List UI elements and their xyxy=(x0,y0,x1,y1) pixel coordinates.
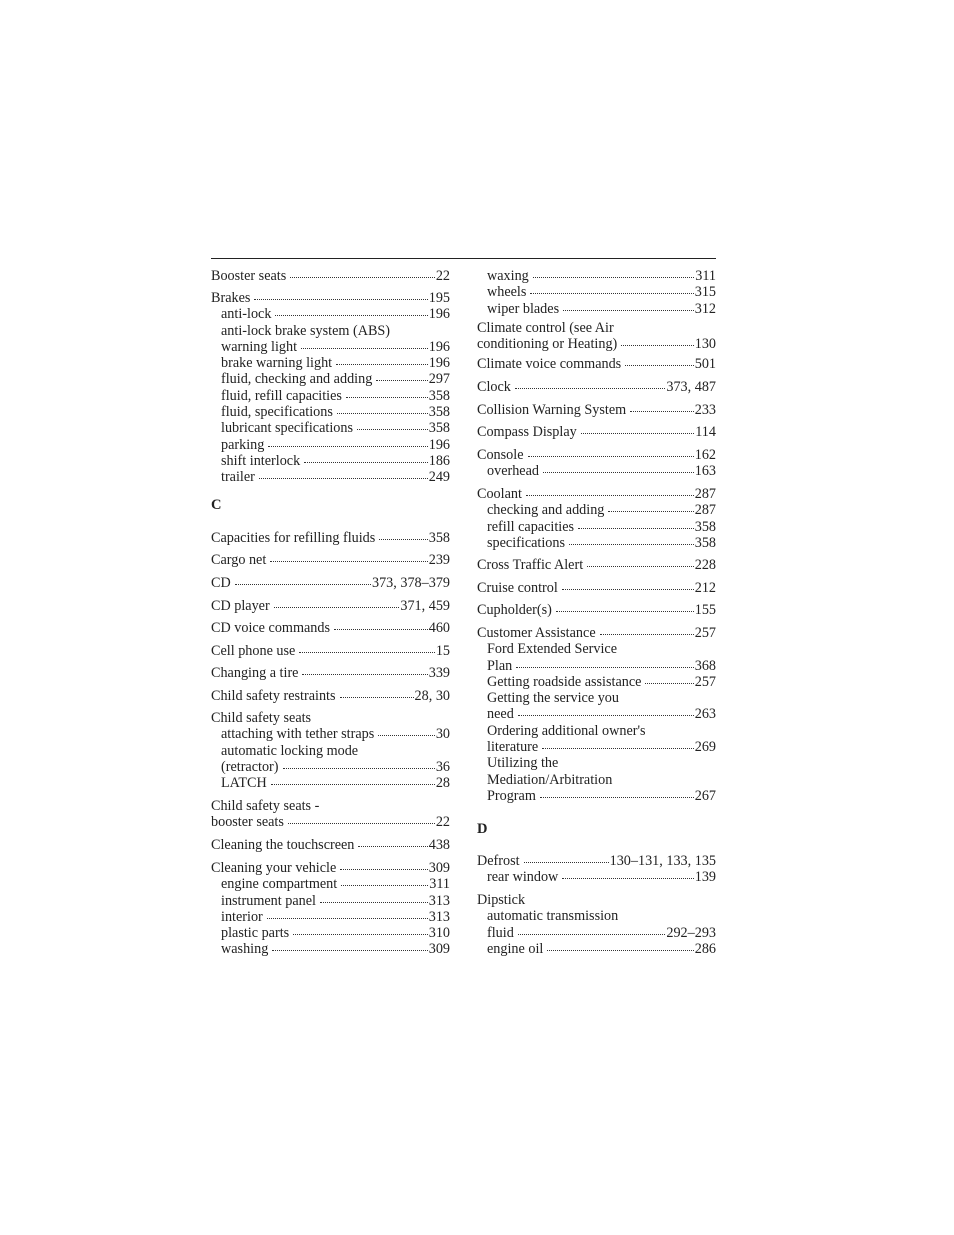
entry-text: Changing a tire xyxy=(211,665,299,681)
header-rule xyxy=(211,258,716,259)
index-subentry-interior[interactable] xyxy=(211,909,450,925)
index-entry-clock[interactable] xyxy=(477,379,716,395)
index-entry-cleaning-the-touchscreen[interactable] xyxy=(211,837,450,853)
dot-leader xyxy=(515,386,665,389)
index-entry-defrost[interactable] xyxy=(477,853,716,869)
index-entry-cruise-control[interactable] xyxy=(477,580,716,596)
page-number: 309 xyxy=(428,860,450,876)
index-subentry-rear-window[interactable] xyxy=(477,869,716,885)
entry-text: literature xyxy=(487,739,539,756)
dot-leader xyxy=(320,900,428,903)
page-number: 438 xyxy=(428,837,450,853)
entry-text: Cupholder(s) xyxy=(477,602,552,618)
entry-text: wheels xyxy=(487,284,527,301)
dot-leader xyxy=(271,782,435,785)
index-entry-group xyxy=(477,320,716,353)
dot-leader xyxy=(304,460,428,463)
index-subentry-engine-oil[interactable] xyxy=(477,941,716,957)
index-entry-group xyxy=(211,710,450,791)
index-subentry-specifications[interactable] xyxy=(477,535,716,551)
index-subentry-anti-lock-brake-system-abs[interactable] xyxy=(211,323,450,339)
index-subentry-automatic-transmission[interactable] xyxy=(477,908,716,924)
index-subentry-getting-roadside-assistance[interactable] xyxy=(477,674,716,690)
index-entry-cross-traffic-alert[interactable] xyxy=(477,557,716,573)
page-number: 263 xyxy=(694,706,716,723)
index-entry-group xyxy=(477,402,716,418)
index-entry-group xyxy=(211,530,450,546)
index-subentry-instrument-panel[interactable] xyxy=(211,893,450,909)
dot-leader xyxy=(302,672,427,675)
index-subentry-fluid-checking-and-adding[interactable] xyxy=(211,371,450,387)
index-entry-group xyxy=(477,557,716,573)
index-subentry-mediation-arbitration[interactable] xyxy=(477,772,716,788)
dot-leader xyxy=(336,362,428,365)
dot-leader xyxy=(378,733,435,736)
entry-text: Getting the service you xyxy=(487,690,619,707)
index-entry-child-safety-seats[interactable] xyxy=(211,710,450,726)
dot-leader xyxy=(259,476,428,479)
entry-text: Compass Display xyxy=(477,424,577,440)
entry-text: Capacities for refilling fluids xyxy=(211,530,376,546)
page-number: 312 xyxy=(694,300,716,317)
entry-text: Ordering additional owner's xyxy=(487,722,646,739)
entry-text: fluid xyxy=(487,924,514,941)
entry-text: Booster seats xyxy=(211,268,287,284)
page-number: 297 xyxy=(428,371,450,388)
page-number: 358 xyxy=(428,420,450,437)
dot-leader xyxy=(518,713,694,716)
page-number: 267 xyxy=(694,787,716,804)
page-number: 22 xyxy=(435,814,450,831)
index-subentry-checking-and-adding[interactable] xyxy=(477,502,716,518)
dot-leader xyxy=(526,493,694,496)
index-entry-cd-player[interactable] xyxy=(211,598,450,614)
entry-text: Coolant xyxy=(477,486,522,502)
page-number: 212 xyxy=(694,580,716,596)
index-subentry-wheels[interactable] xyxy=(477,284,716,300)
dot-leader xyxy=(518,932,666,935)
index-subentry-utilizing-the[interactable] xyxy=(477,755,716,771)
entry-text: lubricant specifications xyxy=(221,420,353,437)
dot-leader xyxy=(524,860,609,863)
dot-leader xyxy=(528,454,694,457)
entry-text: Cleaning your vehicle xyxy=(211,860,337,876)
index-entry-changing-a-tire[interactable] xyxy=(211,665,450,681)
dot-leader xyxy=(562,876,693,879)
page-number: 358 xyxy=(428,387,450,404)
index-subentry-ordering-additional-owner-s[interactable] xyxy=(477,723,716,739)
dot-leader xyxy=(299,650,434,653)
index-subentry-latch[interactable] xyxy=(211,775,450,791)
page-number: 371, 459 xyxy=(400,598,450,614)
index-subentry-parking[interactable] xyxy=(211,437,450,453)
entry-text: Child safety seats xyxy=(211,710,312,726)
page-number: 310 xyxy=(428,925,450,942)
entry-text: trailer xyxy=(221,469,255,486)
page-number: 358 xyxy=(428,530,450,546)
dot-leader xyxy=(293,932,428,935)
index-entry-console[interactable] xyxy=(477,447,716,463)
index-subentry-brake-warning-light[interactable] xyxy=(211,355,450,371)
entry-text: Cross Traffic Alert xyxy=(477,557,584,573)
index-entry-group xyxy=(477,379,716,395)
index-entry-group xyxy=(477,356,716,372)
index-entry-group xyxy=(211,665,450,681)
index-subentry-refill-capacities[interactable] xyxy=(477,519,716,535)
dot-leader xyxy=(341,883,428,886)
index-entry-group xyxy=(211,620,450,636)
entry-text: (retractor) xyxy=(221,758,279,775)
index-entry-climate-control-see-air[interactable] xyxy=(477,320,716,336)
entry-text: brake warning light xyxy=(221,355,333,372)
page-number: 313 xyxy=(428,908,450,925)
entry-text: Cell phone use xyxy=(211,643,296,659)
entry-text: LATCH xyxy=(221,775,267,792)
dot-leader xyxy=(540,795,694,798)
dot-leader xyxy=(274,605,400,608)
dot-leader xyxy=(272,948,427,951)
entry-text: interior xyxy=(221,908,263,925)
index-entry-booster-seats[interactable] xyxy=(211,268,450,284)
index-entry-group xyxy=(477,602,716,618)
dot-leader xyxy=(608,509,693,512)
entry-text: Collision Warning System xyxy=(477,402,627,418)
index-entry-brakes[interactable] xyxy=(211,290,450,306)
dot-leader xyxy=(267,916,428,919)
entry-text: CD xyxy=(211,575,231,591)
index-entry-group xyxy=(477,447,716,480)
index-entry-group xyxy=(211,837,450,853)
dot-leader xyxy=(288,821,435,824)
index-entry-group xyxy=(477,580,716,596)
page-number: 30 xyxy=(435,726,450,743)
dot-leader xyxy=(562,587,694,590)
entry-text: fluid, checking and adding xyxy=(221,371,373,388)
index-subentry-anti-lock[interactable] xyxy=(211,306,450,322)
index-entry-group xyxy=(211,860,450,958)
entry-text: anti-lock brake system (ABS) xyxy=(221,322,391,339)
entry-text: attaching with tether straps xyxy=(221,726,375,743)
index-subentry-program[interactable] xyxy=(477,788,716,804)
entry-text: waxing xyxy=(487,268,529,284)
page-number: 358 xyxy=(428,404,450,421)
dot-leader xyxy=(530,291,693,294)
dot-leader xyxy=(254,297,427,300)
entry-text: Defrost xyxy=(477,853,520,869)
page-number: 163 xyxy=(694,463,716,480)
index-subentry-ford-extended-service[interactable] xyxy=(477,641,716,657)
index-entry-child-safety-restraints[interactable] xyxy=(211,688,450,704)
entry-text: Cruise control xyxy=(477,580,558,596)
page-number: 130 xyxy=(694,336,716,353)
page-number: 269 xyxy=(694,739,716,756)
dot-leader xyxy=(630,409,694,412)
entry-text: automatic transmission xyxy=(487,908,619,925)
entry-text: Cleaning the touchscreen xyxy=(211,837,355,853)
index-entry-group xyxy=(211,643,450,659)
index-entry-dipstick[interactable] xyxy=(477,892,716,908)
dot-leader xyxy=(569,542,694,545)
page-number: 15 xyxy=(435,643,450,659)
dot-leader xyxy=(334,627,428,630)
dot-leader xyxy=(270,559,427,562)
entry-text: fluid, specifications xyxy=(221,404,333,421)
entry-text: Getting roadside assistance xyxy=(487,673,642,690)
index-subentry-trailer[interactable] xyxy=(211,469,450,485)
page-number: 130–131, 133, 135 xyxy=(609,853,716,869)
entry-text: specifications xyxy=(487,534,566,551)
page-number: 257 xyxy=(694,625,716,641)
index-subentry-retractor[interactable] xyxy=(211,759,450,775)
dot-leader xyxy=(587,564,694,567)
index-entry-group xyxy=(211,268,450,284)
page-number: 368 xyxy=(694,657,716,674)
entry-text: wiper blades xyxy=(487,300,560,317)
index-entry-group xyxy=(211,688,450,704)
entry-text: Child safety seats - xyxy=(211,798,320,814)
dot-leader xyxy=(376,378,427,381)
index-entry-coolant[interactable] xyxy=(477,486,716,502)
index-subentry-attaching-with-tether-straps[interactable] xyxy=(211,726,450,742)
entry-text: Cargo net xyxy=(211,552,267,568)
entry-text: parking xyxy=(221,436,265,453)
dot-leader xyxy=(340,695,414,698)
dot-leader xyxy=(600,632,694,635)
page-number: 196 xyxy=(428,436,450,453)
page-number: 292–293 xyxy=(666,924,716,941)
entry-text: Climate control (see Air xyxy=(477,320,614,336)
index-subentry-lubricant-specifications[interactable] xyxy=(211,420,450,436)
index-subentry-fluid-refill-capacities[interactable] xyxy=(211,388,450,404)
index-entry-group xyxy=(211,552,450,568)
index-entry-compass-display[interactable] xyxy=(477,424,716,440)
page-number: 373, 378–379 xyxy=(371,575,450,591)
page-number: 373, 487 xyxy=(666,379,716,395)
entry-text: washing xyxy=(221,941,269,958)
dot-leader xyxy=(337,411,428,414)
dot-leader xyxy=(357,427,428,430)
index-subentry-automatic-locking-mode[interactable] xyxy=(211,743,450,759)
index-entry-collision-warning-system[interactable] xyxy=(477,402,716,418)
index-entry-booster-seats[interactable] xyxy=(211,814,450,830)
entry-text: shift interlock xyxy=(221,452,301,469)
entry-text: booster seats xyxy=(211,814,284,831)
page-number: 313 xyxy=(428,892,450,909)
page-number: 155 xyxy=(694,602,716,618)
index-entry-group xyxy=(477,625,716,804)
index-entry-cupholder-s[interactable] xyxy=(477,602,716,618)
index-entry-cd-voice-commands[interactable] xyxy=(211,620,450,636)
dot-leader xyxy=(556,609,694,612)
index-entry-group xyxy=(211,598,450,614)
entry-text: Child safety restraints xyxy=(211,688,336,704)
dot-leader xyxy=(578,526,694,529)
entry-text: engine oil xyxy=(487,940,544,957)
entry-text: Brakes xyxy=(211,290,251,306)
entry-text: refill capacities xyxy=(487,518,575,535)
index-entry-conditioning-or-heating[interactable] xyxy=(477,336,716,352)
dot-leader xyxy=(379,537,427,540)
dot-leader xyxy=(542,746,694,749)
page-number: 228 xyxy=(694,557,716,573)
dot-leader xyxy=(645,681,693,684)
entry-text: CD voice commands xyxy=(211,620,330,636)
entry-text: Customer Assistance xyxy=(477,625,596,641)
index-subentry-overhead[interactable] xyxy=(477,463,716,479)
entry-text: CD player xyxy=(211,598,270,614)
page-number: 358 xyxy=(694,534,716,551)
index-entry-cargo-net[interactable] xyxy=(211,552,450,568)
page-number: 162 xyxy=(694,447,716,463)
entry-text: Climate voice commands xyxy=(477,356,622,372)
dot-leader xyxy=(533,275,694,278)
page-number: 28, 30 xyxy=(414,688,450,704)
entry-text: Ford Extended Service xyxy=(487,641,618,658)
entry-text: rear window xyxy=(487,869,559,886)
index-entry-group xyxy=(211,290,450,486)
dot-leader xyxy=(340,867,427,870)
section-letter-heading xyxy=(477,821,716,837)
page-number: 358 xyxy=(694,518,716,535)
entry-text: plastic parts xyxy=(221,925,290,942)
index-entry-group xyxy=(477,486,716,551)
index-subentry-plastic-parts[interactable] xyxy=(211,925,450,941)
index-entry-group xyxy=(211,798,450,831)
index-entry-child-safety-seats[interactable] xyxy=(211,798,450,814)
index-entry-cd[interactable] xyxy=(211,575,450,591)
entry-text: instrument panel xyxy=(221,892,316,909)
index-entry-climate-voice-commands[interactable] xyxy=(477,356,716,372)
index-entry-group xyxy=(477,268,716,317)
dot-leader xyxy=(543,470,694,473)
entry-text: overhead xyxy=(487,463,539,480)
page-number: 22 xyxy=(435,268,450,284)
index-subentry-getting-the-service-you[interactable] xyxy=(477,690,716,706)
index-subentry-washing[interactable] xyxy=(211,941,450,957)
entry-text: Dipstick xyxy=(477,892,526,908)
entry-text: conditioning or Heating) xyxy=(477,336,618,353)
index-subentry-engine-compartment[interactable] xyxy=(211,876,450,892)
entry-text: Plan xyxy=(487,657,513,674)
dot-leader xyxy=(235,582,371,585)
entry-text: warning light xyxy=(221,338,298,355)
entry-text: Program xyxy=(487,787,536,804)
page-number: 339 xyxy=(428,665,450,681)
page-number: 311 xyxy=(429,876,450,893)
page-number: 501 xyxy=(694,356,716,372)
dot-leader xyxy=(346,395,428,398)
entry-text: automatic locking mode xyxy=(221,742,359,759)
index-subentry-plan[interactable] xyxy=(477,658,716,674)
index-entry-group xyxy=(477,424,716,440)
dot-leader xyxy=(516,665,693,668)
index-subentry-waxing[interactable] xyxy=(477,268,716,284)
page-number: 36 xyxy=(435,758,450,775)
page-number: 28 xyxy=(435,775,450,792)
index-subentry-fluid[interactable] xyxy=(477,925,716,941)
page-number: 287 xyxy=(694,486,716,502)
page-number: 315 xyxy=(694,284,716,301)
page-number: 186 xyxy=(428,452,450,469)
entry-text: engine compartment xyxy=(221,876,338,893)
dot-leader xyxy=(283,766,435,769)
section-letter: D xyxy=(477,821,488,837)
index-subentry-literature[interactable] xyxy=(477,739,716,755)
index-entry-group xyxy=(477,853,716,886)
page-number: 286 xyxy=(694,940,716,957)
dot-leader xyxy=(547,948,693,951)
index-entry-cell-phone-use[interactable] xyxy=(211,643,450,659)
index-entry-group xyxy=(211,575,450,591)
dot-leader xyxy=(268,444,427,447)
index-subentry-wiper-blades[interactable] xyxy=(477,301,716,317)
dot-leader xyxy=(301,346,428,349)
dot-leader xyxy=(563,308,694,311)
index-entry-customer-assistance[interactable] xyxy=(477,625,716,641)
index-subentry-shift-interlock[interactable] xyxy=(211,453,450,469)
index-subentry-need[interactable] xyxy=(477,706,716,722)
section-letter-heading xyxy=(211,497,450,513)
entry-text: Mediation/Arbitration xyxy=(487,771,613,788)
dot-leader xyxy=(625,363,694,366)
entry-text: checking and adding xyxy=(487,502,605,519)
page-number: 460 xyxy=(428,620,450,636)
index-subentry-fluid-specifications[interactable] xyxy=(211,404,450,420)
page-number: 249 xyxy=(428,469,450,486)
page-number: 196 xyxy=(428,338,450,355)
page-number: 196 xyxy=(428,306,450,323)
page-number: 311 xyxy=(695,268,716,284)
entry-text: need xyxy=(487,706,514,723)
page-number: 195 xyxy=(428,290,450,306)
dot-leader xyxy=(290,275,435,278)
entry-text: Clock xyxy=(477,379,511,395)
page-number: 114 xyxy=(695,424,716,440)
page-number: 287 xyxy=(694,502,716,519)
dot-leader xyxy=(358,844,427,847)
index-entry-cleaning-your-vehicle[interactable] xyxy=(211,860,450,876)
page-number: 239 xyxy=(428,552,450,568)
entry-text: Utilizing the xyxy=(487,755,559,772)
page-number: 196 xyxy=(428,355,450,372)
page-number: 233 xyxy=(694,402,716,418)
dot-leader xyxy=(581,431,695,434)
index-entry-capacities-for-refilling-fluids[interactable] xyxy=(211,530,450,546)
page-number: 139 xyxy=(694,869,716,886)
index-entry-group xyxy=(477,892,716,957)
entry-text: fluid, refill capacities xyxy=(221,387,342,404)
index-subentry-warning-light[interactable] xyxy=(211,339,450,355)
dot-leader xyxy=(621,343,693,346)
dot-leader xyxy=(275,313,427,316)
page-number: 257 xyxy=(694,673,716,690)
page-number: 309 xyxy=(428,941,450,958)
entry-text: Console xyxy=(477,447,524,463)
entry-text: anti-lock xyxy=(221,306,272,323)
section-letter: C xyxy=(211,497,222,513)
